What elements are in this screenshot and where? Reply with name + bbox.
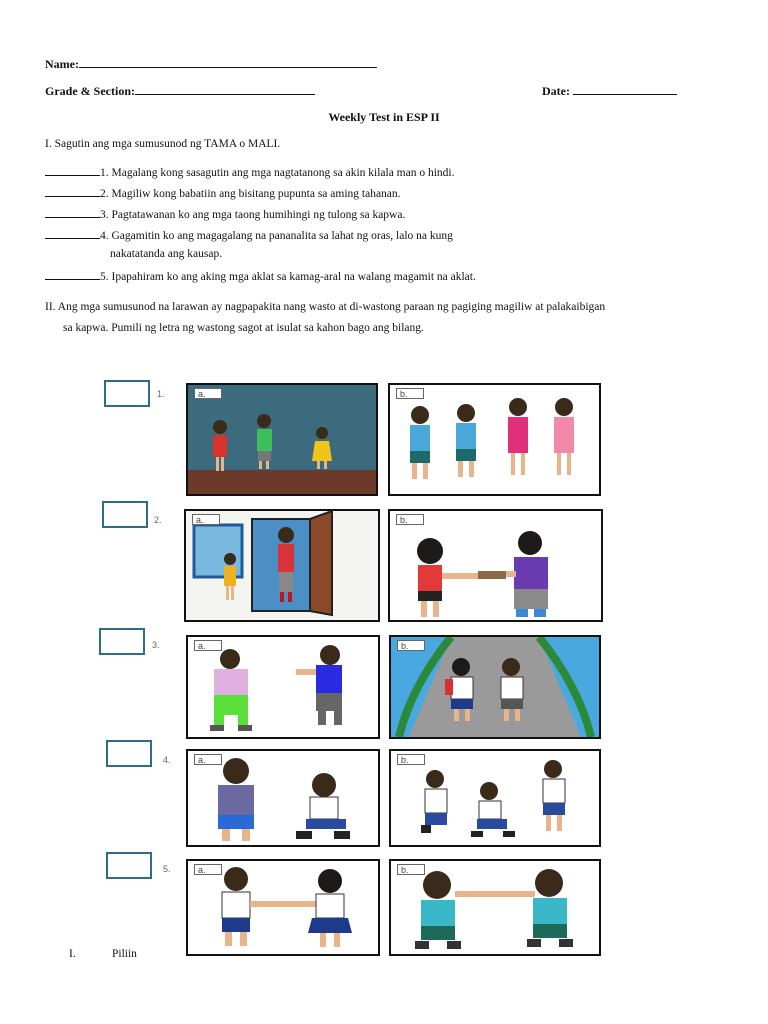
- tf-answer-blank[interactable]: [45, 227, 100, 239]
- picture-3b[interactable]: [389, 635, 601, 739]
- question-number: 5.: [163, 864, 171, 874]
- answer-box-1[interactable]: [104, 380, 150, 407]
- name-blank[interactable]: [79, 56, 377, 68]
- option-label-b: b.: [397, 640, 425, 651]
- question-number: 2.: [154, 515, 162, 525]
- date-blank[interactable]: [573, 83, 677, 95]
- option-label-b: b.: [397, 754, 425, 765]
- option-label-a: a.: [194, 754, 222, 765]
- answer-box-4[interactable]: [106, 740, 152, 767]
- option-label-a: a.: [194, 864, 222, 875]
- question-number: 1.: [157, 389, 165, 399]
- illustration-kids-greeting: [188, 385, 376, 494]
- picture-5b[interactable]: [389, 859, 601, 956]
- date-row: [542, 83, 677, 99]
- grade-row: [45, 83, 315, 99]
- name-row: [45, 56, 377, 72]
- illustration-walking-together: [391, 637, 599, 737]
- question-number: 3.: [152, 640, 160, 650]
- tf-item-text: 5. Ipapahiram ko ang aking mga aklat sa kamag-aral na walang magamit na aklat.: [100, 271, 476, 283]
- tf-item: [45, 227, 453, 242]
- date-label: Date:: [542, 84, 570, 98]
- part2-instruction-line1: II. Ang mga sumusunod na larawan ay nagpapakita nang wasto at di-wastong paraan ng pagiging magiliw at palakaibigan: [45, 301, 606, 313]
- tf-item: [45, 164, 455, 179]
- part1-instruction: I. Sagutin ang mga sumusunod ng TAMA o MALI.: [45, 138, 281, 150]
- footer-roman: I.: [69, 948, 76, 960]
- tf-answer-blank[interactable]: [45, 268, 100, 280]
- tf-item-text: 4. Gagamitin ko ang magagalang na pananalita sa lahat ng oras, lalo na kung: [100, 230, 453, 242]
- picture-3a[interactable]: [186, 635, 380, 739]
- illustration-boys-shaking-hands: [390, 385, 599, 494]
- page-title: Weekly Test in ESP II: [328, 110, 440, 124]
- picture-4b[interactable]: [389, 749, 601, 847]
- tf-item-continuation: nakatatanda ang kausap.: [110, 248, 223, 260]
- picture-2b[interactable]: [388, 509, 603, 622]
- picture-1b[interactable]: [388, 383, 601, 496]
- illustration-boy-laughing-at-hurt-boy: [188, 751, 378, 845]
- answer-box-5[interactable]: [106, 852, 152, 879]
- illustration-girl-at-door: [186, 511, 378, 620]
- picture-4a[interactable]: [186, 749, 380, 847]
- option-label-b: b.: [396, 514, 424, 525]
- tf-item-text: 1. Magalang kong sasagutin ang mga nagtatanong sa akin kilala man o hindi.: [100, 167, 455, 179]
- grade-label: Grade & Section:: [45, 84, 135, 98]
- tf-answer-blank[interactable]: [45, 185, 100, 197]
- tf-item: [45, 268, 476, 283]
- option-label-a: a.: [192, 514, 220, 525]
- picture-2a[interactable]: [184, 509, 380, 622]
- picture-5a[interactable]: [186, 859, 380, 956]
- part2-instruction-line2: sa kapwa. Pumili ng letra ng wastong sagot at isulat sa kahon bago ang bilang.: [63, 322, 424, 334]
- footer-text: Piliin: [112, 948, 137, 960]
- illustration-giving-gift: [390, 511, 601, 620]
- tf-item-text: 3. Pagtatawanan ko ang mga taong humihingi ng tulong sa kapwa.: [100, 209, 406, 221]
- tf-item: [45, 206, 405, 221]
- picture-1a[interactable]: [186, 383, 378, 496]
- grade-blank[interactable]: [135, 83, 315, 95]
- tf-answer-blank[interactable]: [45, 206, 100, 218]
- answer-box-3[interactable]: [99, 628, 145, 655]
- tf-item-text: 2. Magiliw kong babatiin ang bisitang pupunta sa aming tahanan.: [100, 188, 401, 200]
- option-label-a: a.: [194, 388, 222, 399]
- tf-item: [45, 185, 401, 200]
- option-label-b: b.: [396, 388, 424, 399]
- name-label: Name:: [45, 57, 79, 71]
- option-label-b: b.: [397, 864, 425, 875]
- illustration-boys-pushing: [188, 637, 378, 737]
- tf-answer-blank[interactable]: [45, 164, 100, 176]
- illustration-helping-hurt-boy: [391, 751, 599, 845]
- option-label-a: a.: [194, 640, 222, 651]
- question-number: 4.: [163, 755, 171, 765]
- answer-box-2[interactable]: [102, 501, 148, 528]
